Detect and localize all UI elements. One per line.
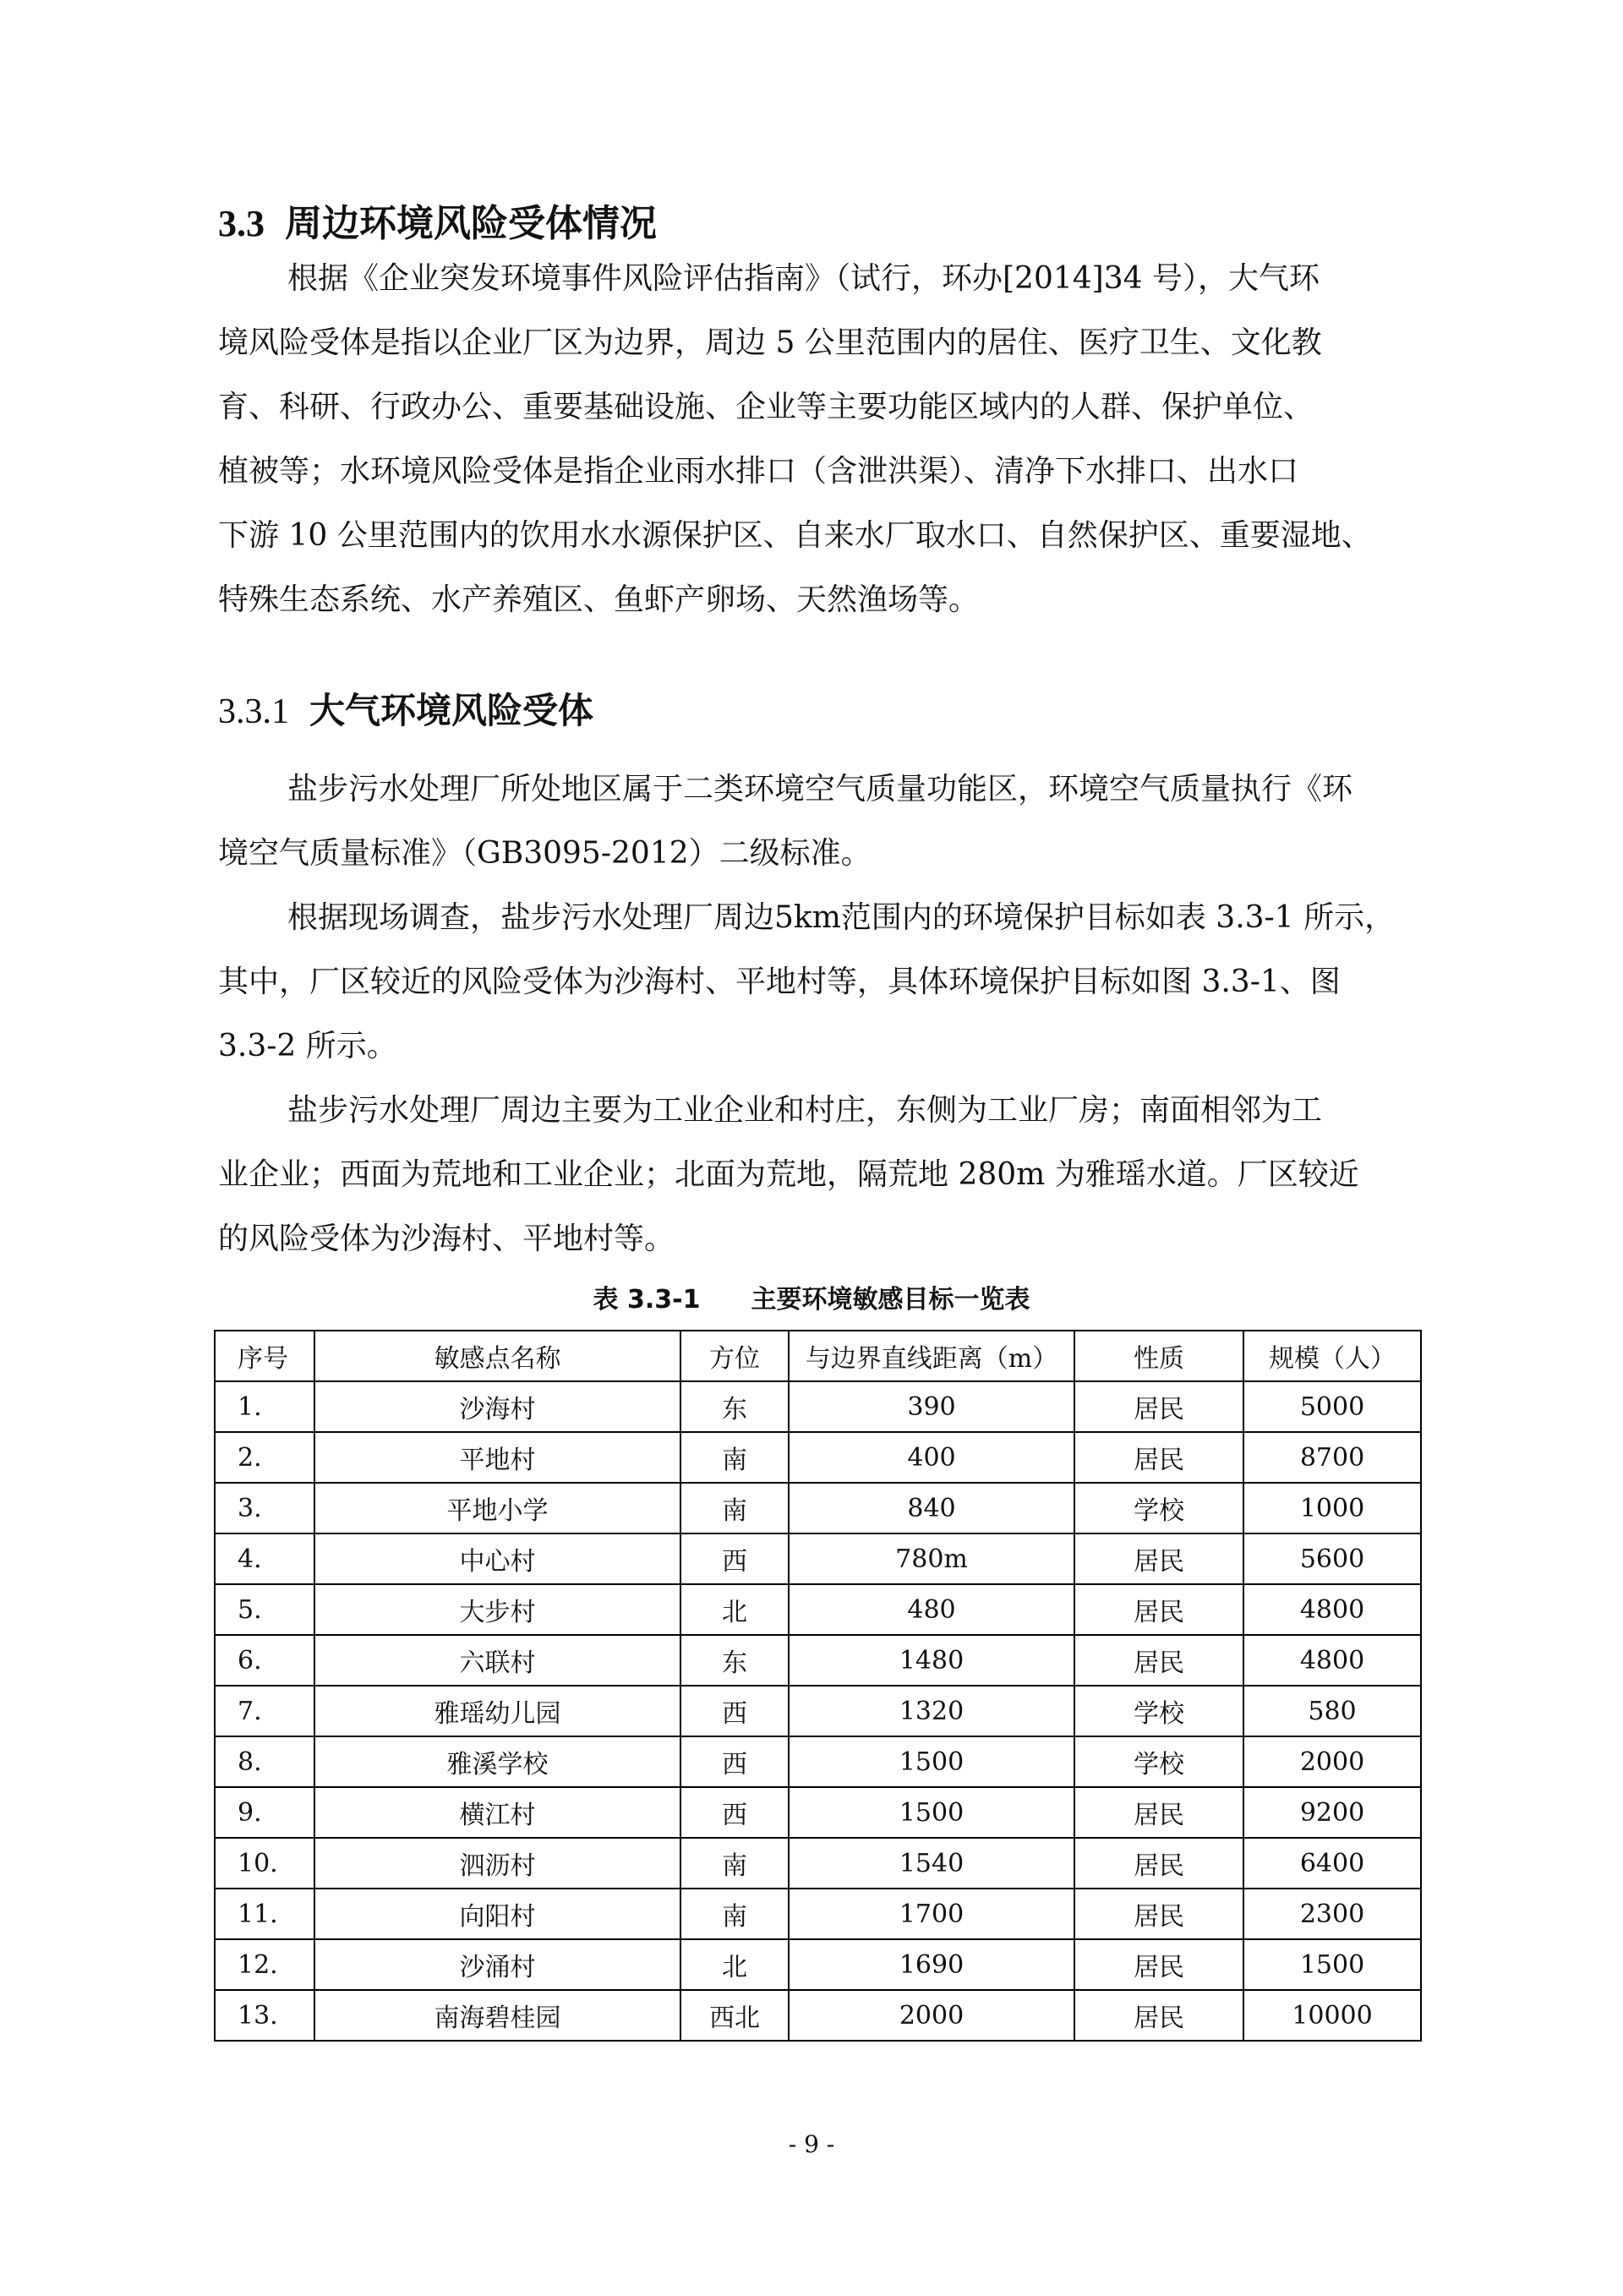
cell-name: 南海碧桂园	[314, 1990, 680, 2041]
table-header-row	[215, 1331, 1421, 1381]
cell-name: 雅瑶幼儿园	[314, 1686, 680, 1736]
cell-name: 沙海村	[314, 1381, 680, 1432]
cell-distance: 1540	[789, 1838, 1074, 1889]
cell-type: 居民	[1074, 1533, 1243, 1584]
table-row	[215, 1939, 1421, 1990]
paragraph-line: 下游 10 公里范围内的饮用水水源保护区、自来水厂取水口、自然保护区、重要湿地、	[218, 518, 1372, 553]
cell-serial: 4.	[215, 1533, 314, 1584]
header-name: 敏感点名称	[314, 1331, 680, 1381]
paragraph-line: 3.3-2 所示。	[218, 1029, 397, 1063]
subsection-number: 3.3.1	[218, 692, 289, 731]
cell-name: 六联村	[314, 1635, 680, 1686]
paragraph-line: 其中，厂区较近的风险受体为沙海村、平地村等，具体环境保护目标如图 3.3-1、图	[218, 965, 1341, 999]
cell-distance: 1700	[789, 1889, 1074, 1939]
cell-scale: 4800	[1243, 1635, 1421, 1686]
paragraph-line: 境风险受体是指以企业厂区为边界，周边 5 公里范围内的居住、医疗卫生、文化教	[218, 325, 1322, 360]
cell-direction: 南	[680, 1838, 789, 1889]
sensitive-targets-table	[214, 1330, 1422, 2042]
paragraph-line: 境空气质量标准》（GB3095-2012）二级标准。	[218, 836, 872, 871]
header-type: 性质	[1074, 1331, 1243, 1381]
cell-type: 学校	[1074, 1736, 1243, 1787]
cell-name: 平地村	[314, 1432, 680, 1483]
cell-type: 居民	[1074, 1990, 1243, 2041]
table-row	[215, 1787, 1421, 1838]
cell-scale: 5000	[1243, 1381, 1421, 1432]
table-body	[215, 1381, 1421, 2041]
section-heading	[218, 193, 657, 247]
paragraph-line: 业企业；西面为荒地和工业企业；北面为荒地，隔荒地 280m 为雅瑶水道。厂区较近	[218, 1157, 1359, 1192]
cell-direction: 北	[680, 1939, 789, 1990]
cell-direction: 西	[680, 1686, 789, 1736]
cell-distance: 480	[789, 1584, 1074, 1635]
table-row	[215, 1381, 1421, 1432]
cell-direction: 南	[680, 1483, 789, 1533]
cell-scale: 6400	[1243, 1838, 1421, 1889]
cell-serial: 13.	[215, 1990, 314, 2041]
cell-serial: 12.	[215, 1939, 314, 1990]
header-direction: 方位	[680, 1331, 789, 1381]
table-caption	[0, 1278, 1623, 1315]
paragraph-line: 特殊生态系统、水产养殖区、鱼虾产卵场、天然渔场等。	[218, 582, 980, 617]
cell-serial: 6.	[215, 1635, 314, 1686]
cell-direction: 西	[680, 1533, 789, 1584]
cell-scale: 2000	[1243, 1736, 1421, 1787]
table-row	[215, 1838, 1421, 1889]
paragraph-line: 根据现场调查，盐步污水处理厂周边5km范围内的环境保护目标如表 3.3-1 所示，	[287, 900, 1396, 935]
cell-distance: 780m	[789, 1533, 1074, 1584]
table-row	[215, 1635, 1421, 1686]
table-row	[215, 1686, 1421, 1736]
cell-name: 横江村	[314, 1787, 680, 1838]
cell-type: 居民	[1074, 1635, 1243, 1686]
cell-serial: 9.	[215, 1787, 314, 1838]
cell-scale: 1000	[1243, 1483, 1421, 1533]
header-scale: 规模（人）	[1243, 1331, 1421, 1381]
cell-type: 居民	[1074, 1889, 1243, 1939]
cell-scale: 4800	[1243, 1584, 1421, 1635]
cell-distance: 1690	[789, 1939, 1074, 1990]
cell-scale: 10000	[1243, 1990, 1421, 2041]
cell-name: 向阳村	[314, 1889, 680, 1939]
table-caption-title: 主要环境敏感目标一览表	[751, 1285, 1030, 1315]
paragraph-line: 的风险受体为沙海村、平地村等。	[218, 1222, 675, 1256]
table-row	[215, 1533, 1421, 1584]
cell-scale: 9200	[1243, 1787, 1421, 1838]
cell-distance: 840	[789, 1483, 1074, 1533]
cell-direction: 西	[680, 1787, 789, 1838]
cell-serial: 8.	[215, 1736, 314, 1787]
table-caption-number: 表 3.3-1	[593, 1285, 701, 1315]
cell-scale: 1500	[1243, 1939, 1421, 1990]
cell-type: 居民	[1074, 1432, 1243, 1483]
cell-name: 沙涌村	[314, 1939, 680, 1990]
subsection-title: 大气环境风险受体	[309, 690, 594, 731]
cell-distance: 2000	[789, 1990, 1074, 2041]
cell-scale: 580	[1243, 1686, 1421, 1736]
cell-name: 泗沥村	[314, 1838, 680, 1889]
page-number: - 9 -	[788, 2130, 835, 2158]
cell-serial: 3.	[215, 1483, 314, 1533]
table-row	[215, 1432, 1421, 1483]
cell-name: 平地小学	[314, 1483, 680, 1533]
cell-name: 雅溪学校	[314, 1736, 680, 1787]
header-serial: 序号	[215, 1331, 314, 1381]
cell-name: 中心村	[314, 1533, 680, 1584]
paragraph-line: 植被等；水环境风险受体是指企业雨水排口（含泄洪渠）、清净下水排口、出水口	[218, 454, 1299, 489]
cell-direction: 南	[680, 1432, 789, 1483]
cell-scale: 8700	[1243, 1432, 1421, 1483]
section-number: 3.3	[218, 203, 265, 244]
cell-direction: 东	[680, 1635, 789, 1686]
cell-direction: 西	[680, 1736, 789, 1787]
cell-scale: 2300	[1243, 1889, 1421, 1939]
cell-distance: 1500	[789, 1787, 1074, 1838]
cell-name: 大步村	[314, 1584, 680, 1635]
cell-serial: 1.	[215, 1381, 314, 1432]
subsection-heading	[218, 683, 593, 734]
cell-type: 学校	[1074, 1483, 1243, 1533]
table-row	[215, 1483, 1421, 1533]
cell-serial: 10.	[215, 1838, 314, 1889]
cell-direction: 西北	[680, 1990, 789, 2041]
cell-direction: 南	[680, 1889, 789, 1939]
cell-type: 学校	[1074, 1686, 1243, 1736]
table-row	[215, 1584, 1421, 1635]
table-row	[215, 1736, 1421, 1787]
cell-distance: 400	[789, 1432, 1074, 1483]
cell-distance: 1480	[789, 1635, 1074, 1686]
cell-serial: 5.	[215, 1584, 314, 1635]
cell-direction: 东	[680, 1381, 789, 1432]
cell-distance: 390	[789, 1381, 1074, 1432]
paragraph-line: 盐步污水处理厂周边主要为工业企业和村庄，东侧为工业厂房；南面相邻为工	[287, 1093, 1323, 1128]
section-title: 周边环境风险受体情况	[285, 202, 657, 245]
header-distance: 与边界直线距离（m）	[789, 1331, 1074, 1381]
table-row	[215, 1889, 1421, 1939]
cell-distance: 1320	[789, 1686, 1074, 1736]
cell-type: 居民	[1074, 1939, 1243, 1990]
cell-serial: 11.	[215, 1889, 314, 1939]
cell-serial: 2.	[215, 1432, 314, 1483]
cell-serial: 7.	[215, 1686, 314, 1736]
cell-distance: 1500	[789, 1736, 1074, 1787]
cell-direction: 北	[680, 1584, 789, 1635]
cell-type: 居民	[1074, 1381, 1243, 1432]
cell-type: 居民	[1074, 1787, 1243, 1838]
table-row	[215, 1990, 1421, 2041]
paragraph-line: 育、科研、行政办公、重要基础设施、企业等主要功能区域内的人群、保护单位、	[218, 390, 1314, 424]
cell-type: 居民	[1074, 1584, 1243, 1635]
paragraph-line: 盐步污水处理厂所处地区属于二类环境空气质量功能区，环境空气质量执行《环	[287, 772, 1353, 806]
cell-type: 居民	[1074, 1838, 1243, 1889]
paragraph-line: 根据《企业突发环境事件风险评估指南》（试行，环办[2014]34 号），大气环	[287, 261, 1320, 296]
cell-scale: 5600	[1243, 1533, 1421, 1584]
